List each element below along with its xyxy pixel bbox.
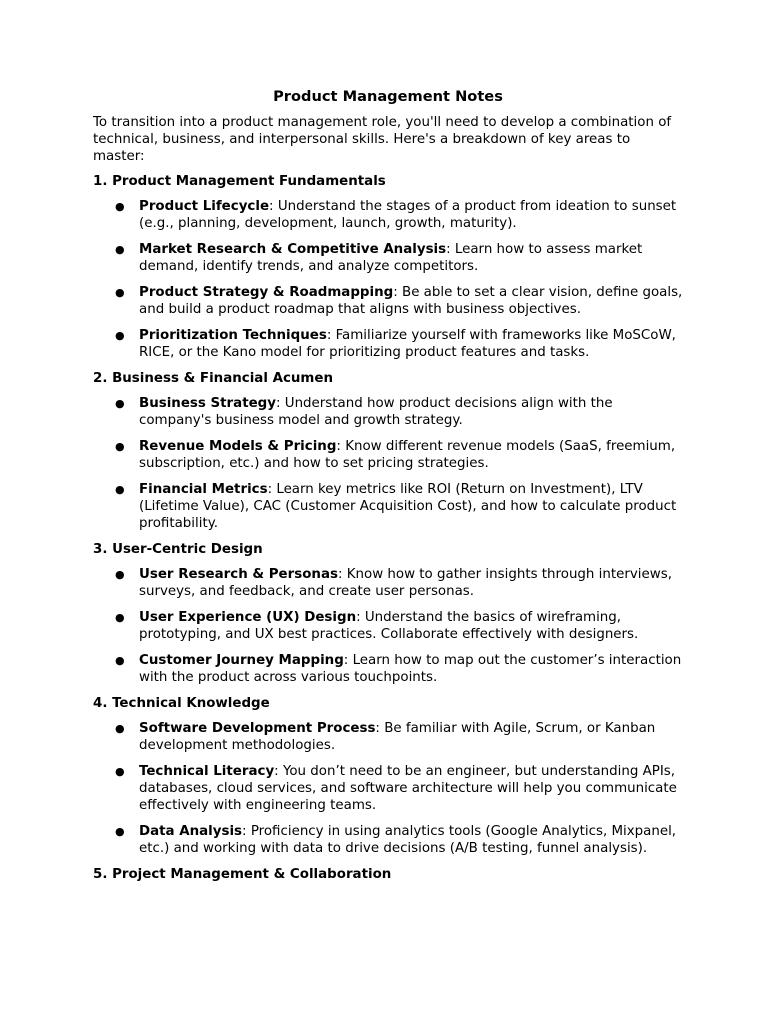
section-list-technical — [93, 720, 683, 857]
item-text: : Learn how to map out the customer’s interaction with the product across various touchpoints. — [139, 653, 682, 685]
section-list-fundamentals — [93, 198, 683, 361]
document-title: Product Management Notes — [273, 88, 503, 105]
list-item — [93, 327, 683, 361]
item-text: : Understand the basics of wireframing, prototyping, and UX best practices. Collaborate effectively with designers. — [139, 610, 639, 642]
item-text: : Learn how to assess market demand, identify trends, and analyze competitors. — [139, 242, 643, 274]
section-heading-user-centric: 3. User-Centric Design — [93, 542, 263, 557]
section-heading-fundamentals: 1. Product Management Fundamentals — [93, 174, 386, 189]
list-item — [93, 566, 683, 600]
item-text: : Understand the stages of a product from ideation to sunset (e.g., planning, development, launch, growth, maturity). — [139, 199, 677, 231]
item-term: Market Research & Competitive Analysis — [139, 242, 447, 257]
item-term: Product Lifecycle — [139, 199, 270, 214]
list-item — [93, 481, 683, 532]
item-term: Technical Literacy — [139, 764, 275, 779]
item-text: : Be familiar with Agile, Scrum, or Kanban development methodologies. — [139, 721, 656, 753]
item-term: User Experience (UX) Design — [139, 610, 357, 625]
bullet-icon: ● — [115, 765, 125, 778]
item-term: Prioritization Techniques — [139, 328, 327, 343]
item-term: Revenue Models & Pricing — [139, 439, 337, 454]
item-text: : Be able to set a clear vision, define goals, and build a product roadmap that aligns with business objectives. — [139, 285, 683, 317]
bullet-icon: ● — [115, 568, 125, 581]
intro-paragraph: To transition into a product management role, you'll need to develop a combination of technical, business, and interpersonal skills. Here's a breakdown of key areas to master: — [93, 115, 672, 164]
item-text: : Understand how product decisions align with the company's business model and growth strategy. — [139, 396, 613, 428]
section-heading-technical: 4. Technical Knowledge — [93, 696, 270, 711]
item-term: Data Analysis — [139, 824, 243, 839]
item-term: Business Strategy — [139, 396, 276, 411]
document-page — [93, 87, 683, 891]
item-text: : Learn key metrics like ROI (Return on Investment), LTV (Lifetime Value), CAC (Customer Acquisition Cost), and how to calculate product profitability. — [139, 482, 677, 531]
item-term: User Research & Personas — [139, 567, 338, 582]
list-item — [93, 438, 683, 472]
list-item — [93, 198, 683, 232]
bullet-icon: ● — [115, 286, 125, 299]
item-term: Customer Journey Mapping — [139, 653, 344, 668]
section-list-business — [93, 395, 683, 532]
list-item — [93, 284, 683, 318]
item-term: Financial Metrics — [139, 482, 268, 497]
section-heading-project-management: 5. Project Management & Collaboration — [93, 867, 392, 882]
item-text: : You don’t need to be an engineer, but understanding APIs, databases, cloud services, and software architecture will help you communicate effectively with engineering teams. — [139, 764, 677, 813]
list-item — [93, 763, 683, 814]
bullet-icon: ● — [115, 397, 125, 410]
bullet-icon: ● — [115, 483, 125, 496]
section-list-user-centric — [93, 566, 683, 686]
bullet-icon: ● — [115, 825, 125, 838]
list-item — [93, 609, 683, 643]
bullet-icon: ● — [115, 611, 125, 624]
item-term: Software Development Process — [139, 721, 376, 736]
item-term: Product Strategy & Roadmapping — [139, 285, 394, 300]
item-text: : Know different revenue models (SaaS, freemium, subscription, etc.) and how to set pricing strategies. — [139, 439, 676, 471]
bullet-icon: ● — [115, 200, 125, 213]
item-text: : Proficiency in using analytics tools (Google Analytics, Mixpanel, etc.) and working with data to drive decisions (A/B testing, funnel analysis). — [139, 824, 677, 856]
item-text: : Familiarize yourself with frameworks like MoSCoW, RICE, or the Kano model for prioritizing product features and tasks. — [139, 328, 676, 360]
item-text: : Know how to gather insights through interviews, surveys, and feedback, and create user personas. — [139, 567, 672, 599]
list-item — [93, 823, 683, 857]
bullet-icon: ● — [115, 440, 125, 453]
bullet-icon: ● — [115, 654, 125, 667]
bullet-icon: ● — [115, 722, 125, 735]
section-heading-business: 2. Business & Financial Acumen — [93, 371, 333, 386]
bullet-icon: ● — [115, 243, 125, 256]
list-item — [93, 652, 683, 686]
bullet-icon: ● — [115, 329, 125, 342]
list-item — [93, 241, 683, 275]
list-item — [93, 395, 683, 429]
list-item — [93, 720, 683, 754]
